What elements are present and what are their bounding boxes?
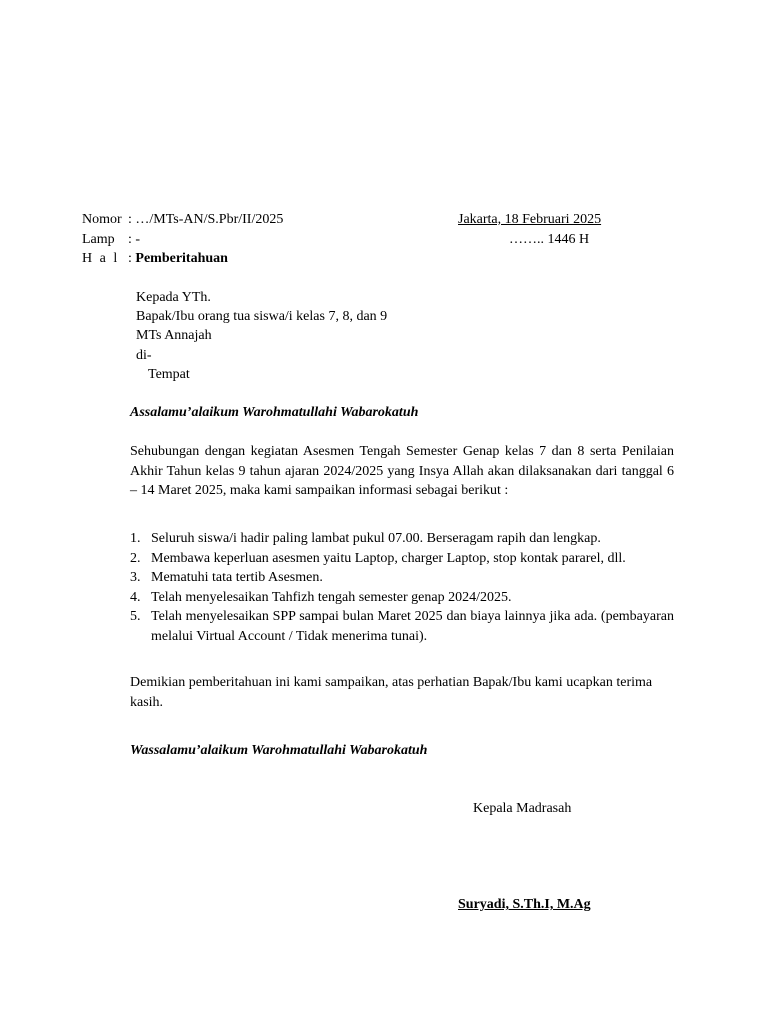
date-gregorian: Jakarta, 18 Februari 2025	[458, 212, 602, 227]
recipient-line-5: Tempat	[148, 367, 190, 382]
list-item: 2. Membawa keperluan asesmen yaitu Laptop, charger Laptop, stop kontak pararel, dll.	[130, 550, 626, 566]
list-item: 4. Telah menyelesaikan Tahfizh tengah semester genap 2024/2025.	[130, 589, 512, 605]
hal-value: Pemberitahuan	[135, 251, 228, 266]
recipient-line-3: MTs Annajah	[136, 328, 212, 343]
intro-paragraph: Sehubungan dengan kegiatan Asesmen Tengah Semester Genap kelas 7 dan 8 serta Penilaian Akhir Tahun kelas 9 tahun ajaran 2024/2025 yang Insya Allah akan dilaksanakan dari tanggal 6 – 14 Maret 2025, maka kami sampaikan informasi sebagai berikut :	[130, 444, 674, 498]
nomor-value: : …/MTs-AN/S.Pbr/II/2025	[128, 212, 284, 227]
lamp-line	[82, 230, 140, 250]
list-item: 1. Seluruh siswa/i hadir paling lambat pukul 07.00. Berseragam rapih dan lengkap.	[130, 531, 601, 546]
closing-paragraph: Demikian pemberitahuan ini kami sampaikan, atas perhatian Bapak/Ibu kami ucapkan terima kasih.	[130, 675, 653, 710]
recipient-line-2: Bapak/Ibu orang tua siswa/i kelas 7, 8, dan 9	[136, 309, 388, 324]
signature-name: Suryadi, S.Th.I, M.Ag	[458, 897, 591, 912]
hal-line	[82, 249, 228, 269]
nomor-line	[82, 210, 283, 230]
lamp-value: : -	[128, 232, 141, 247]
greeting: Assalamu’alaikum Warohmatullahi Wabarokatuh	[130, 405, 419, 420]
farewell: Wassalamu’alaikum Warohmatullahi Wabarokatuh	[130, 743, 428, 758]
recipient-line-1: Kepada YTh.	[136, 290, 211, 305]
signature-title: Kepala Madrasah	[473, 801, 572, 816]
requirements-list	[130, 529, 674, 646]
date-hijri: …….. 1446 H	[509, 232, 590, 247]
lamp-label: Lamp	[82, 232, 115, 247]
nomor-label: Nomor	[82, 212, 122, 227]
recipient-line-4: di-	[136, 348, 152, 363]
hal-separator: :	[128, 251, 132, 266]
list-item: 5. Telah menyelesaikan SPP sampai bulan Maret 2025 dan biaya lainnya jika ada. (pembayaran melalui Virtual Account / Tidak menerima tunai).	[130, 609, 674, 644]
list-item: 3. Mematuhi tata tertib Asesmen.	[130, 570, 323, 585]
hal-label: H a l	[82, 251, 120, 266]
